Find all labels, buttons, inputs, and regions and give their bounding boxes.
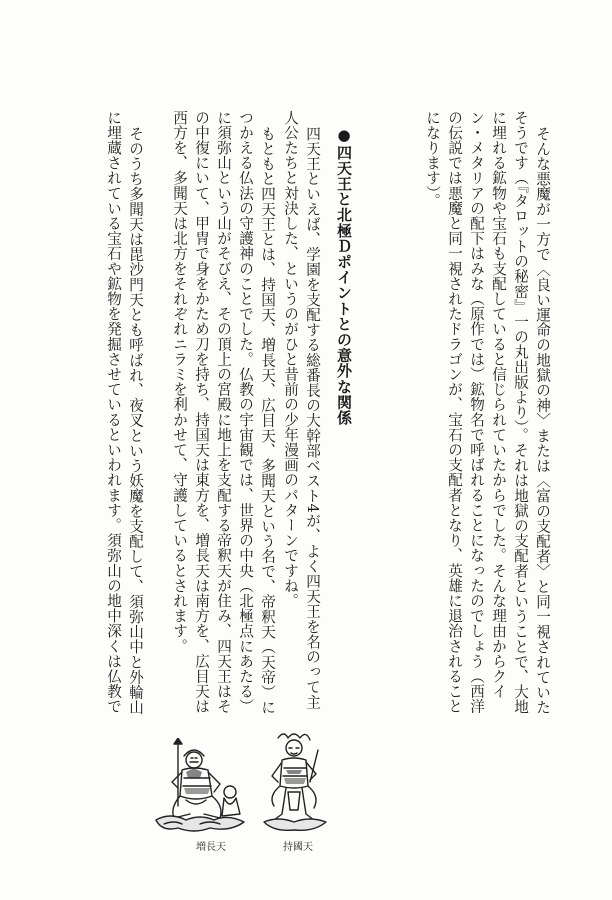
text-column: に埋蔵されている宝石や鉱物を発掘させているといわれます。須弥山の地中深くは仏教で	[105, 110, 122, 714]
left-figure-caption: 増長天	[196, 842, 226, 853]
text-column: つかえる仏法の守護神のことでした。仏教の宇宙観では、世界の中央（北極点にあたる）	[237, 110, 254, 714]
jikokuten-figure-illustration	[258, 730, 332, 836]
text-column: そのうち多聞天は毘沙門天とも呼ばれ、夜叉という妖魔を支配して、須弥山中と外輪山	[127, 126, 144, 715]
text-column: 人公たちと対決した、というのがひと昔前の少年漫画のパターンですね。	[282, 110, 299, 609]
right-figure-caption: 持國天	[283, 842, 313, 853]
section-heading: ●四天王と北極Ｄポイントとの意外な関係	[335, 126, 353, 426]
text-column: になります）。	[424, 110, 441, 209]
text-column: 四天王といえば、学園を支配する総番長の大幹部ベスト4が、よく四天王を名のって主	[304, 126, 321, 710]
text-column: そんな悪魔が一方で〈良い運命の地獄の神〉または〈富の支配者〉と同一視されていた	[534, 126, 551, 715]
text-column: に埋れる鉱物や宝石も支配していると信じられていたからでした。そんな理由からクイ	[490, 110, 507, 699]
text-column: に須弥山という山がそびえ、その頂上の宮殿に地上を支配する帝釈天が住み、四天王はそ	[215, 110, 232, 714]
text-column: の伝説では悪魔と同一視されたドラゴンが、宝石の支配者となり、英雄に退治されること	[446, 110, 463, 714]
zochoten-figure-illustration	[150, 738, 250, 836]
text-column: そうです（『タロットの秘密』一の丸出版より）。それは地獄の支配者ということで、大地	[512, 110, 529, 715]
text-column: 西方を、多聞天は北方をそれぞれニラミを利かせて、守護しているとされます。	[171, 110, 188, 654]
text-column: の中復にいて、甲冑で身をかため刀を持ち、持国天は東方を、増長天は南方を、広目天は	[193, 110, 210, 714]
text-column: ン・メタリアの配下はみな（原作では）鉱物名で呼ばれることになったのでしょう（西洋	[468, 110, 485, 714]
text-column: もともと四天王とは、持国天、増長天、広目天、多聞天という名で、帝釈天（天帝）に	[259, 126, 276, 715]
